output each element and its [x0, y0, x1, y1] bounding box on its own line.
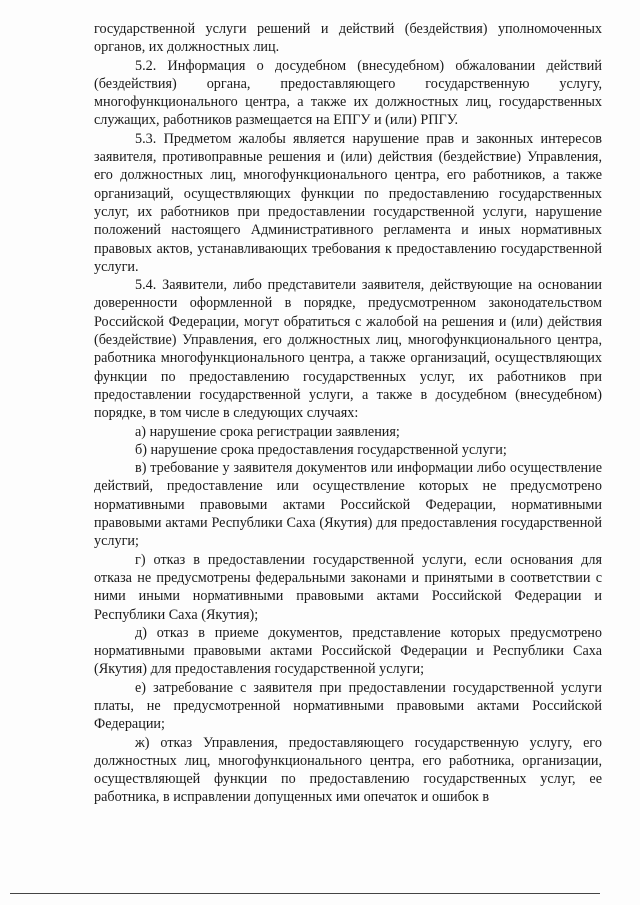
paragraph-continuation: государственной услуги решений и действий (бездействия) уполномоченных органов, их должностных лиц.: [94, 21, 602, 56]
paragraph-5-2: 5.2. Информация о досудебном (внесудебном) обжаловании действий (бездействия) органа, предоставляющего государственную услугу, многофункционального центра, а также их должностных лиц, государственных служащих, работников размещается на ЕПГУ и (или) РПГУ.: [94, 57, 602, 129]
list-item-e: е) затребование с заявителя при предоставлении государственной услуги платы, не предусмотренной нормативными правовыми актами Российской Федерации;: [94, 679, 602, 733]
list-item-g: г) отказ в предоставлении государственной услуги, если основания для отказа не предусмотрены федеральными законами и принятыми в соответствии с ними иными нормативными правовыми актами Российской Федерации и Республики Саха (Якутия);: [94, 551, 602, 623]
paragraph-5-4: 5.4. Заявители, либо представители заявителя, действующие на основании доверенности оформленной в порядке, предусмотренном законодательством Российской Федерации, могут обратиться с жалобой на решения и (или) действия (бездействие) Управления, его должностных лиц, многофункционального центра, работника многофункционального центра, а также организаций, осуществляющих функции по предоставлению государственных услуг, их работников при предоставлении государственной услуги, а также в досудебном (внесудебном) порядке, в том числе в следующих случаях:: [94, 277, 602, 422]
list-item-b: б) нарушение срока предоставления государственной услуги;: [135, 441, 507, 458]
list-item-v: в) требование у заявителя документов или информации либо осуществление действий, предоставление или осуществление которых не предусмотрено нормативными правовыми актами Российской Федерации, нормативными правовыми актами Республики Саха (Якутия) для предоставления государственной услуги;: [94, 460, 602, 550]
list-item-zh: ж) отказ Управления, предоставляющего государственную услугу, его должностных лиц, многофункционального центра, его работника, организации, осуществляющей функции по предоставлению государственных услуг, ее работника, в исправлении допущенных ими опечаток и ошибок в: [94, 734, 602, 806]
paragraph-5-3: 5.3. Предметом жалобы является нарушение прав и законных интересов заявителя, противоправные решения и (или) действия (бездействие) Управления, его должностных лиц, многофункционального центра, его работников, а также организаций, осуществляющих функции по предоставлению государственных услуг, их работников при предоставлении государственной услуги, нарушение положений настоящего Административного регламента и иных нормативных правовых актов, устанавливающих требования к предоставлению государственной услуги.: [94, 130, 602, 275]
list-item-a: а) нарушение срока регистрации заявления;: [135, 423, 400, 440]
list-item-d: д) отказ в приеме документов, представление которых предусмотрено нормативными правовыми актами Российской Федерации и Республики Саха (Якутия) для предоставления государственной услуги;: [94, 624, 602, 678]
document-body: [94, 20, 602, 807]
page-bottom-divider: [10, 893, 600, 894]
